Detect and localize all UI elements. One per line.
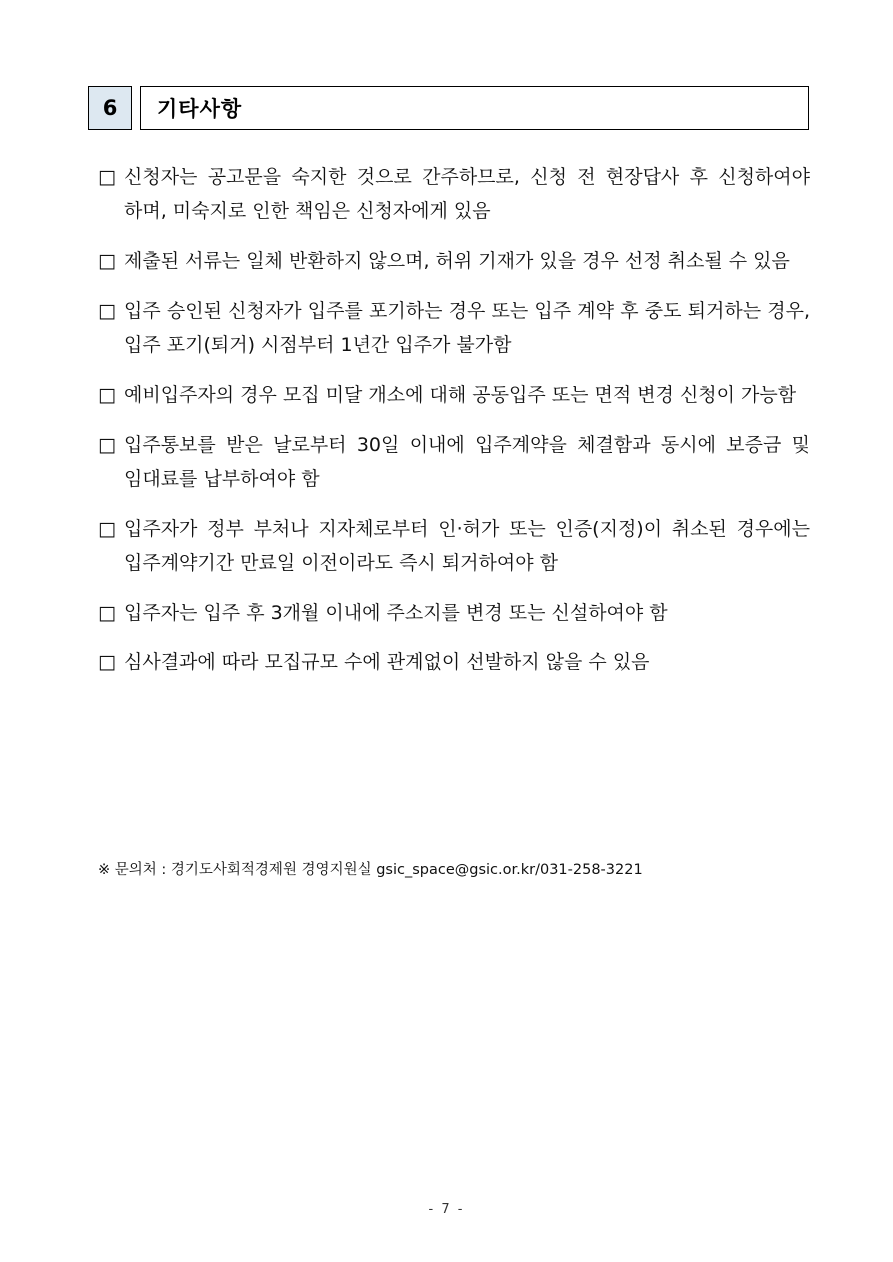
- list-item: [98, 428, 810, 496]
- list-item-text: 심사결과에 따라 모집규모 수에 관계없이 선발하지 않을 수 있음: [124, 651, 650, 673]
- contact-info: ※ 문의처 : 경기도사회적경제원 경영지원실 gsic_space@gsic.or.kr/031-258-3221: [98, 862, 643, 878]
- section-header: [88, 86, 809, 130]
- list-item: [98, 244, 810, 278]
- checkbox-bullet-icon: □: [98, 651, 116, 673]
- section-title: 기타사항: [157, 97, 243, 121]
- section-number: 6: [88, 86, 132, 130]
- list-item-text: 입주자는 입주 후 3개월 이내에 주소지를 변경 또는 신설하여야 함: [124, 602, 668, 624]
- list-item-text: 제출된 서류는 일체 반환하지 않으며, 허위 기재가 있을 경우 선정 취소될 수 있음: [124, 250, 790, 272]
- list-item-text: 입주 승인된 신청자가 입주를 포기하는 경우 또는 입주 계약 후 중도 퇴거하는 경우, 입주 포기(퇴거) 시점부터 1년간 입주가 불가함: [124, 300, 810, 356]
- notice-list: [98, 160, 810, 694]
- list-item: [98, 512, 810, 580]
- list-item: [98, 160, 810, 228]
- section-title-box: [140, 86, 809, 130]
- list-item: [98, 378, 810, 412]
- list-item-text: 신청자는 공고문을 숙지한 것으로 간주하므로, 신청 전 현장답사 후 신청하여야 하며, 미숙지로 인한 책임은 신청자에게 있음: [124, 166, 810, 222]
- checkbox-bullet-icon: □: [98, 434, 116, 456]
- page-number: - 7 -: [428, 1202, 465, 1217]
- checkbox-bullet-icon: □: [98, 602, 116, 624]
- list-item-text: 입주통보를 받은 날로부터 30일 이내에 입주계약을 체결함과 동시에 보증금 및 임대료를 납부하여야 함: [124, 434, 810, 490]
- list-item-text: 예비입주자의 경우 모집 미달 개소에 대해 공동입주 또는 면적 변경 신청이 가능함: [124, 384, 797, 406]
- checkbox-bullet-icon: □: [98, 518, 116, 540]
- checkbox-bullet-icon: □: [98, 300, 116, 322]
- list-item: [98, 294, 810, 362]
- checkbox-bullet-icon: □: [98, 250, 116, 272]
- list-item: [98, 645, 810, 679]
- checkbox-bullet-icon: □: [98, 384, 116, 406]
- list-item: [98, 596, 810, 630]
- list-item-text: 입주자가 정부 부처나 지자체로부터 인·허가 또는 인증(지정)이 취소된 경우에는 입주계약기간 만료일 이전이라도 즉시 퇴거하여야 함: [124, 518, 810, 574]
- checkbox-bullet-icon: □: [98, 166, 116, 188]
